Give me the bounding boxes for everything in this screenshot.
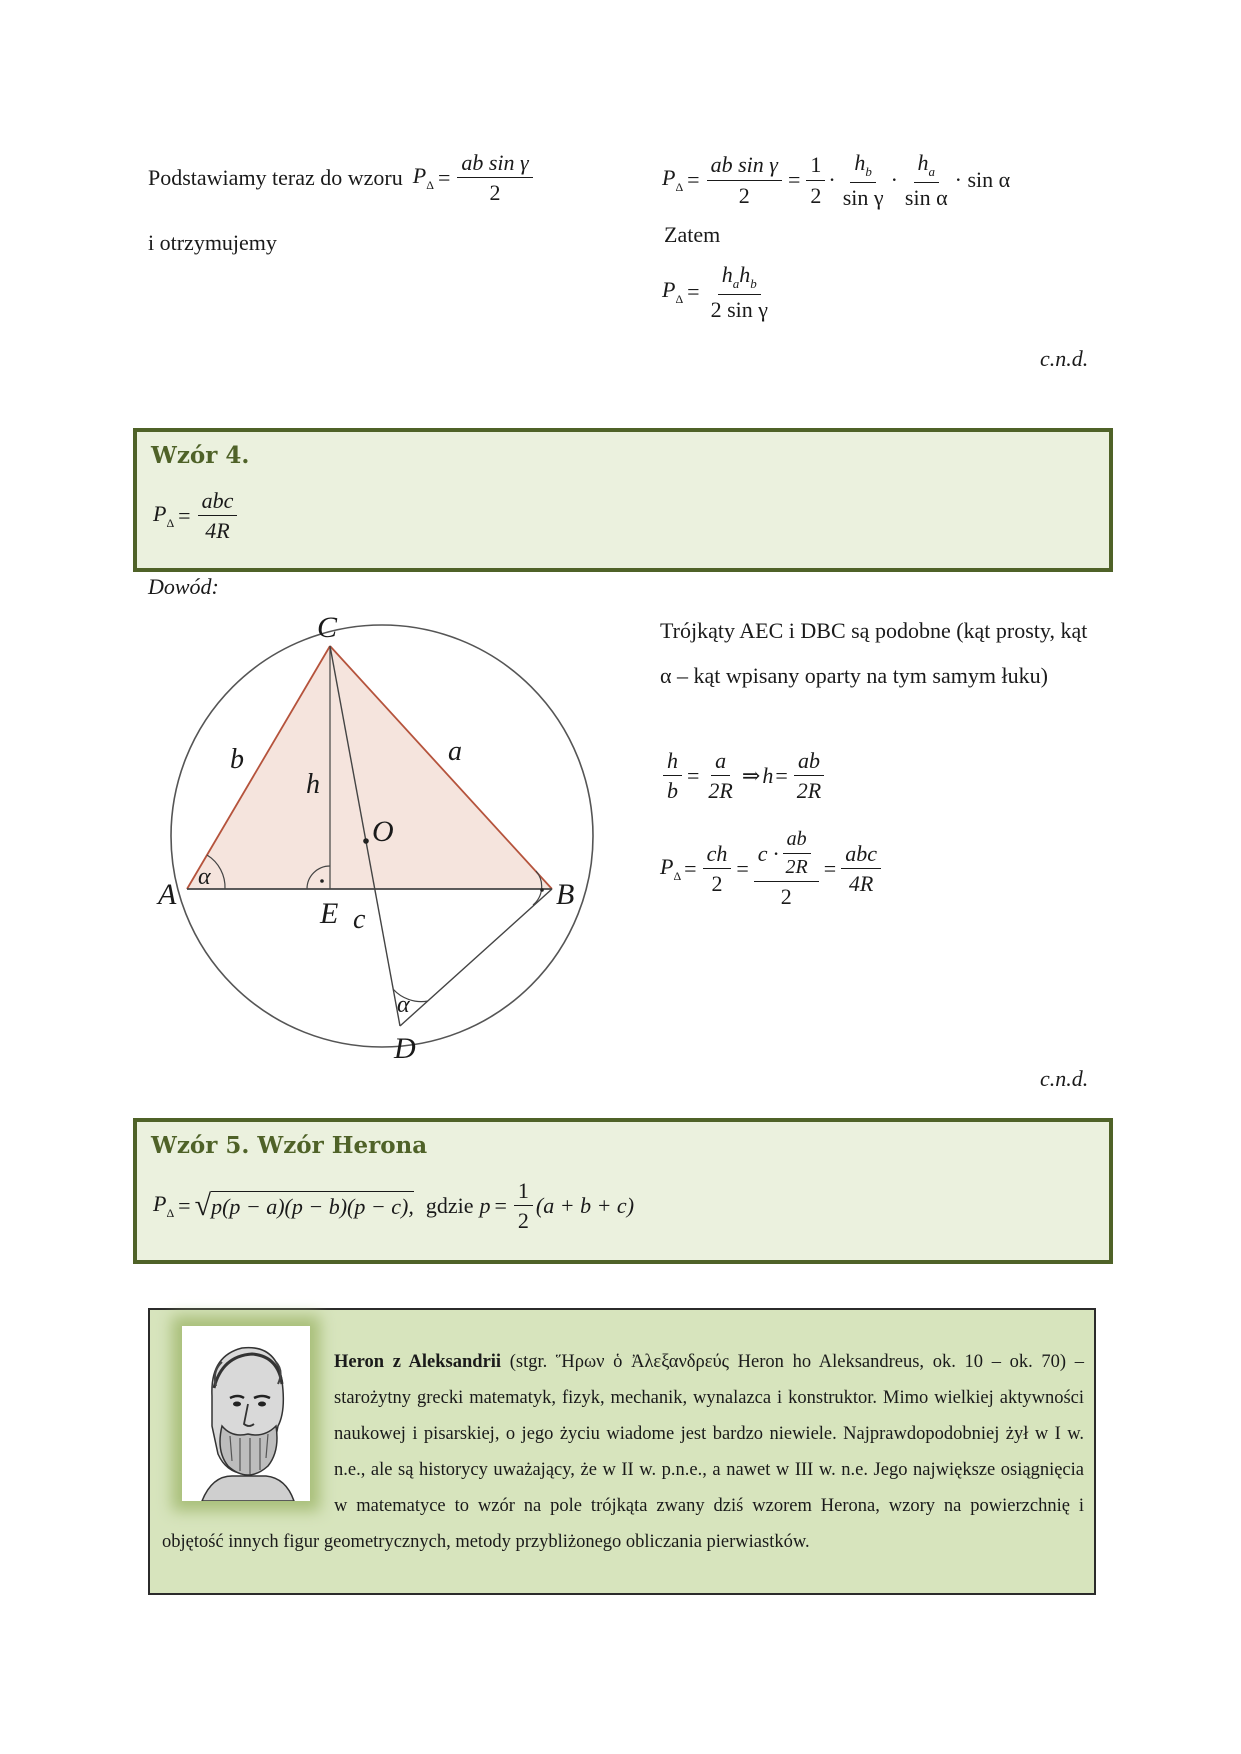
formula-4-title: Wzór 4. — [151, 442, 250, 469]
label-e: E — [320, 897, 339, 930]
label-d-vertex: D — [394, 1032, 416, 1065]
segment-db — [400, 889, 552, 1026]
formula-4-box — [133, 428, 1113, 572]
cnd-1: c.n.d. — [1040, 346, 1089, 371]
result-text: i otrzymujemy — [148, 230, 277, 255]
proof-equation-2: $P_\Delta$ = $\frac{ch}{2}$ = c · $\frac{ab}{2R}$ 2 = $\frac{\text{abc}}{4R}$ — [660, 828, 884, 909]
center-dot — [363, 838, 369, 844]
equation-1: $P_\Delta$ = $\frac{\text{ab sin γ}}{2}$ = $\frac{1}{2}$ · $\frac{h_b}{\text{sin γ}}$ · $\frac{h_a}{\text{sin α}}$ · sin α — [662, 150, 1011, 210]
label-side-b: b — [230, 744, 244, 775]
label-c-vertex: C — [317, 611, 338, 644]
formula-4-equation: $P_\Delta$ = $\frac{\text{abc}}{4R}$ — [153, 488, 240, 544]
formula-5-title: Wzór 5. Wzór Herona — [151, 1132, 428, 1159]
zatem-text: Zatem — [664, 222, 721, 247]
label-side-c: c — [353, 904, 366, 935]
label-h: h — [306, 769, 320, 800]
label-b-vertex: B — [556, 878, 575, 911]
label-alpha-a: α — [198, 864, 211, 890]
heron-name: Heron z Aleksandrii — [334, 1352, 502, 1372]
circumcircle-diagram — [150, 608, 610, 1068]
label-side-a: a — [448, 736, 462, 767]
label-o: O — [372, 815, 394, 848]
cnd-2: c.n.d. — [1040, 1066, 1089, 1091]
intro-fraction: $\frac{\text{ab sin γ}}{2}$ — [457, 150, 532, 206]
proof-label: Dowód: — [148, 574, 219, 599]
intro-text: Podstawiamy teraz do wzoru — [148, 164, 403, 190]
label-alpha-d: α — [397, 992, 410, 1018]
heron-formula: $P_\Delta$ = √ p(p − a)(p − b)(p − c), gdzie p = $\frac{1}{2}$ (a + b + c) — [153, 1178, 635, 1234]
proof-equation-1: $\frac{h}{b}$ = $\frac{a}{2R}$ ⇒ h = $\frac{ab}{2R}$ — [660, 748, 828, 804]
area-symbol: $P_\Delta$ — [412, 162, 434, 192]
biography-text — [162, 1344, 1084, 1560]
label-a-vertex: A — [158, 878, 177, 911]
heron-portrait — [182, 1326, 310, 1501]
proof-text: Trójkąty AEC i DBC są podobne (kąt prosty, kąt α – kąt wpisany oparty na tym samym łuku) — [660, 618, 1088, 688]
gdzie-text: gdzie — [425, 1192, 474, 1218]
heron-description: (stgr. Ἥρων ὁ Ἀλεξανδρεύς Heron ho Aleksandreus, ok. 10 – ok. 70) – starożytny grecki matematyk, fizyk, mechanik, wynalazca i konstruktor. Mimo wielkiej aktywności naukowej i pisarskiej, o jego życiu wiadome jest bardzo niewiele. Najprawdopodobniej żył w I w. n.e., ale są historycy uważający, że w II w. p.n.e., a nawet w III w. n.e. Jego największe osiągnięcia w matematyce to wzór na pole trójkąta zwany dziś wzorem Herona, wzory na powierzchnię i objętość innych figur geometrycznych, metody przybliżonego obliczania pierwiastków. — [162, 1352, 1084, 1552]
heron-radicand: p(p − a)(p − b)(p − c), — [211, 1191, 414, 1220]
heron-biography-box — [148, 1308, 1096, 1595]
equation-2: $P_\Delta$ = $\frac{h_ah_b}{\text{2 sin γ}}$ — [662, 262, 768, 322]
formula-5-box — [133, 1118, 1113, 1264]
intro-line: Podstawiamy teraz do wzoru $P_\Delta$ = $\frac{\text{ab sin γ}}{2}$ — [148, 150, 536, 206]
